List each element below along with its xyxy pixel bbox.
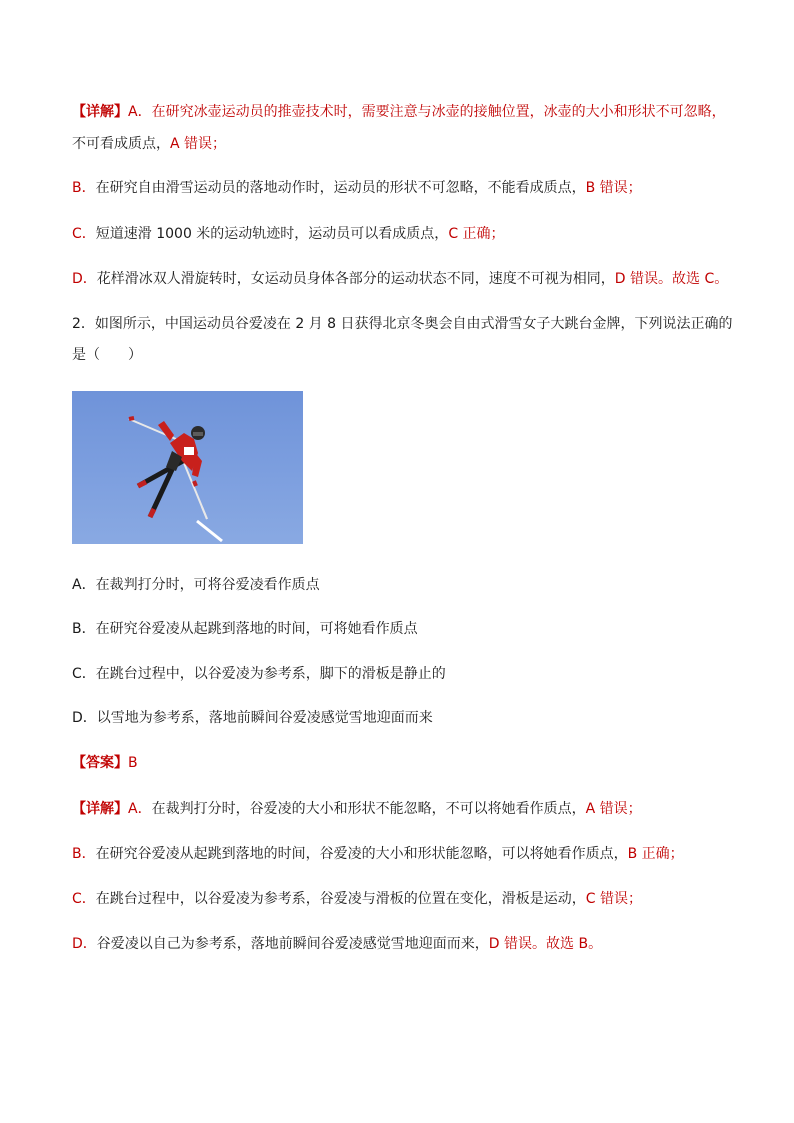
answer-value: B (128, 755, 138, 771)
detail-verdict: B 正确； (627, 846, 684, 862)
detail-tag: 【详解】 (72, 801, 128, 817)
detail-text: 不可看成质点， (72, 136, 170, 152)
detail-text: 在研究谷爱凌从起跳到落地的时间，谷爱凌的大小和形状能忽略，可以将她看作质点， (95, 846, 628, 862)
option-letter: C． (72, 226, 96, 242)
detail-line-d (72, 269, 728, 289)
option-letter: C． (72, 891, 96, 907)
detail-text: A．在研究冰壶运动员的推壶技术时，需要注意与冰壶的接触位置，冰壶的大小和形状不可忽略， (128, 104, 726, 120)
option-b: B．在研究谷爱凌从起跳到落地的时间，可将她看作质点 (72, 621, 418, 637)
option-letter: A． (128, 801, 152, 817)
detail-verdict: C 正确； (448, 226, 505, 242)
detail-text: 在裁判打分时，谷爱凌的大小和形状不能忽略，不可以将她看作质点， (151, 801, 586, 817)
detail-text: 在研究自由滑雪运动员的落地动作时，运动员的形状不可忽略，不能看成质点， (95, 180, 586, 196)
option-c: C．在跳台过程中，以谷爱凌为参考系，脚下的滑板是静止的 (72, 666, 446, 682)
option-letter: D． (72, 936, 97, 952)
detail-text: 短道速滑 1000 米的运动轨迹时，运动员可以看成质点， (95, 226, 449, 242)
detail-line-c (72, 224, 505, 244)
option-letter: B． (72, 180, 96, 196)
detail-line-a (72, 102, 726, 122)
detail-text: 花样滑冰双人滑旋转时，女运动员身体各部分的运动状态不同，速度不可视为相同， (96, 271, 615, 287)
detail-text: 在跳台过程中，以谷爱凌为参考系，谷爱凌与滑板的位置在变化，滑板是运动， (95, 891, 586, 907)
detail-verdict: D 错误。故选 B。 (488, 936, 603, 952)
option-letter: D． (72, 271, 97, 287)
detail-verdict: A 错误； (170, 136, 227, 152)
detail-line-a-cont (72, 134, 226, 154)
skier-illustration (72, 391, 303, 544)
option-letter: B． (72, 846, 96, 862)
answer-tag: 【答案】 (72, 755, 128, 771)
detail2-line-b (72, 844, 684, 864)
detail2-line-a (72, 799, 642, 819)
answer-line (72, 753, 138, 773)
detail-text: 谷爱凌以自己为参考系，落地前瞬间谷爱凌感觉雪地迎面而来， (96, 936, 489, 952)
skier-photo (72, 391, 303, 544)
detail-verdict: D 错误。故选 C。 (614, 271, 729, 287)
detail-tag: 【详解】 (72, 104, 128, 120)
detail-verdict: B 错误； (585, 180, 642, 196)
question-stem-cont: 是（ ） (72, 347, 142, 363)
detail-verdict: C 错误； (585, 891, 643, 907)
option-d: D．以雪地为参考系，落地前瞬间谷爱凌感觉雪地迎面而来 (72, 710, 433, 726)
detail-verdict: A 错误； (585, 801, 642, 817)
detail2-line-d (72, 934, 602, 954)
option-a: A．在裁判打分时，可将谷爱凌看作质点 (72, 577, 320, 593)
detail2-line-c (72, 889, 642, 909)
detail-line-b (72, 178, 642, 198)
question-stem: 2．如图所示，中国运动员谷爱凌在 2 月 8 日获得北京冬奥会自由式滑雪女子大跳台金牌，下列说法正确的 (72, 316, 733, 332)
